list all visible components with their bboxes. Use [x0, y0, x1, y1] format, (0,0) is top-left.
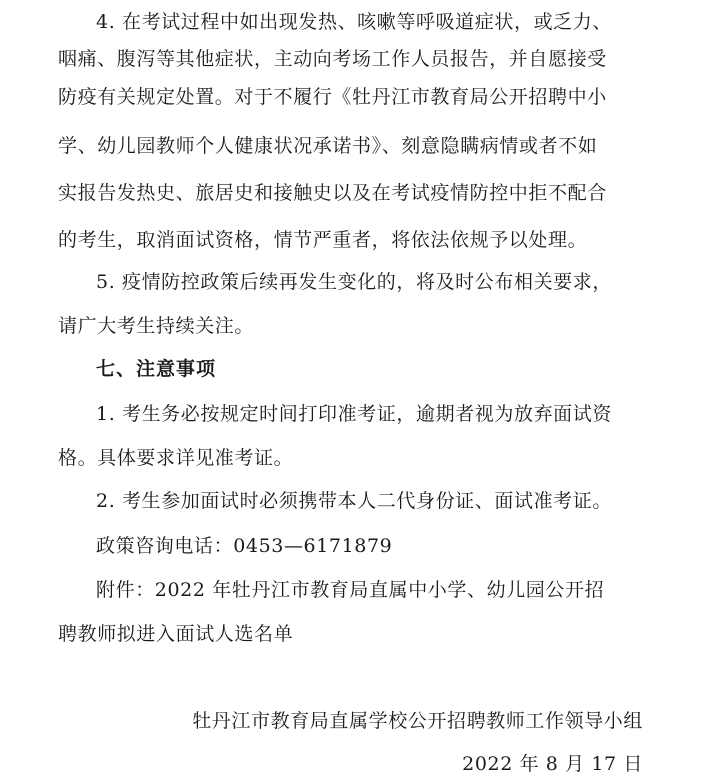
notice-1-line-2: 格。具体要求详见准考证。	[58, 447, 294, 469]
attachment-line-2: 聘教师拟进入面试人选名单	[58, 623, 294, 645]
signature-organization: 牡丹江市教育局直属学校公开招聘教师工作领导小组	[192, 710, 643, 732]
paragraph-5-line-2: 请广大考生持续关注。	[58, 315, 255, 337]
notice-2: 2. 考生参加面试时必须携带本人二代身份证、面试准考证。	[96, 490, 612, 512]
consult-phone: 政策咨询电话：0453—6171879	[96, 535, 393, 557]
attachment-line-1: 附件：2022 年牡丹江市教育局直属中小学、幼儿园公开招	[96, 579, 605, 601]
paragraph-4-line-5: 实报告发热史、旅居史和接触史以及在考试疫情防控中拒不配合	[58, 182, 607, 204]
notice-1-line-1: 1. 考生务必按规定时间打印准考证，逾期者视为放弃面试资	[96, 403, 612, 425]
paragraph-5-line-1: 5. 疫情防控政策后续再发生变化的，将及时公布相关要求，	[96, 271, 612, 293]
paragraph-4-line-6: 的考生，取消面试资格，情节严重者，将依法依规予以处理。	[58, 229, 588, 251]
section-heading: 七、注意事项	[96, 358, 217, 380]
paragraph-4-line-2: 咽痛、腹泻等其他症状，主动向考场工作人员报告，并自愿接受	[58, 48, 607, 70]
paragraph-4-line-3: 防疫有关规定处置。对于不履行《牡丹江市教育局公开招聘中小	[58, 86, 607, 108]
paragraph-4-line-4: 学、幼儿园教师个人健康状况承诺书》、刻意隐瞒病情或者不如	[58, 135, 598, 157]
signature-date: 2022 年 8 月 17 日	[462, 753, 643, 775]
paragraph-4-line-1: 4. 在考试过程中如出现发热、咳嗽等呼吸道症状，或乏力、	[96, 11, 612, 33]
